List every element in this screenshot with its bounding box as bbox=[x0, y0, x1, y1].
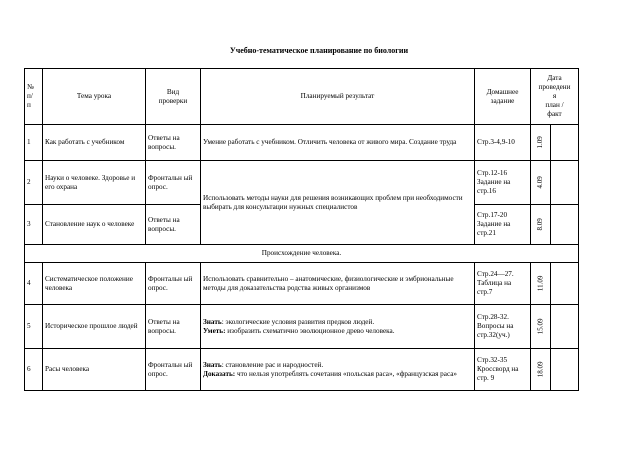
row-homework: Стр.12-16 Задание на стр.16 bbox=[475, 161, 531, 205]
table-row bbox=[25, 161, 579, 205]
row-fact bbox=[551, 205, 579, 245]
row-homework: Стр.28-32. Вопросы на стр.32(уч.) bbox=[475, 305, 531, 349]
row-number: 3 bbox=[25, 205, 43, 245]
row-result: Умение работать с учебником. Отличить человека от живого мира. Создание труда bbox=[201, 125, 475, 161]
row-check: Ответы на вопросы. bbox=[146, 205, 201, 245]
section-title: Происхождение человека. bbox=[25, 245, 579, 263]
row-date: 11.09 bbox=[531, 263, 551, 305]
row-date: 18.09 bbox=[531, 349, 551, 391]
row-fact bbox=[551, 349, 579, 391]
row-homework: Стр.24—27. Таблица на стр.7 bbox=[475, 263, 531, 305]
row-topic: Становление наук о человеке bbox=[43, 205, 146, 245]
table-row bbox=[25, 125, 579, 161]
row-result: Знать: экологические условия развития предков людей. Уметь: изобразить схематично эволюционное древо человека. bbox=[201, 305, 475, 349]
row-date: 15.09 bbox=[531, 305, 551, 349]
header-check-type: Вид проверки bbox=[146, 69, 201, 125]
header-number: № п/ п bbox=[25, 69, 43, 125]
row-number: 6 bbox=[25, 349, 43, 391]
header-date: Дата проведени я план / факт bbox=[531, 69, 579, 125]
row-homework: Стр.32-35 Кроссворд на стр. 9 bbox=[475, 349, 531, 391]
row-date: 1.09 bbox=[531, 125, 551, 161]
row-number: 5 bbox=[25, 305, 43, 349]
row-number: 1 bbox=[25, 125, 43, 161]
row-check: Ответы на вопросы. bbox=[146, 305, 201, 349]
row-result: Знать: становление рас и народностей. Доказать: что нельзя употреблять сочетания «польская раса», «французская раса» bbox=[201, 349, 475, 391]
row-topic: Науки о человеке. Здоровье и его охрана bbox=[43, 161, 146, 205]
row-number: 4 bbox=[25, 263, 43, 305]
header-homework: Домашнее задание bbox=[475, 69, 531, 125]
row-check: Фронтальн ый опрос. bbox=[146, 349, 201, 391]
row-date: 4.09 bbox=[531, 161, 551, 205]
row-fact bbox=[551, 305, 579, 349]
row-homework: Стр.3-4,9-10 bbox=[475, 125, 531, 161]
document-title: Учебно-тематическое планирование по биологии bbox=[229, 46, 409, 55]
row-check: Фронтальн ый опрос. bbox=[146, 161, 201, 205]
row-topic: Как работать с учебником bbox=[43, 125, 146, 161]
header-topic: Тема урока bbox=[43, 69, 146, 125]
table-row bbox=[25, 305, 579, 349]
row-result: Использовать методы науки для решения возникающих проблем при необходимости выбирать для консультации нужных специалистов bbox=[201, 161, 475, 245]
row-topic: Систематическое положение человека bbox=[43, 263, 146, 305]
row-check: Фронтальн ый опрос. bbox=[146, 263, 201, 305]
row-topic: Историческое прошлое людей bbox=[43, 305, 146, 349]
row-result: Использовать сравнительно – анатомические, физиологические и эмбриональные методы для доказательства родства живых организмов bbox=[201, 263, 475, 305]
row-fact bbox=[551, 263, 579, 305]
table-row bbox=[25, 349, 579, 391]
row-fact bbox=[551, 125, 579, 161]
header-result: Планируемый результат bbox=[201, 69, 475, 125]
table-row bbox=[25, 263, 579, 305]
row-fact bbox=[551, 161, 579, 205]
row-number: 2 bbox=[25, 161, 43, 205]
row-date: 8.09 bbox=[531, 205, 551, 245]
row-topic: Расы человека bbox=[43, 349, 146, 391]
row-homework: Стр.17-20 Задание на стр.21 bbox=[475, 205, 531, 245]
planning-table bbox=[24, 68, 579, 391]
header-row bbox=[25, 69, 579, 125]
section-row bbox=[25, 245, 579, 263]
row-check: Ответы на вопросы. bbox=[146, 125, 201, 161]
